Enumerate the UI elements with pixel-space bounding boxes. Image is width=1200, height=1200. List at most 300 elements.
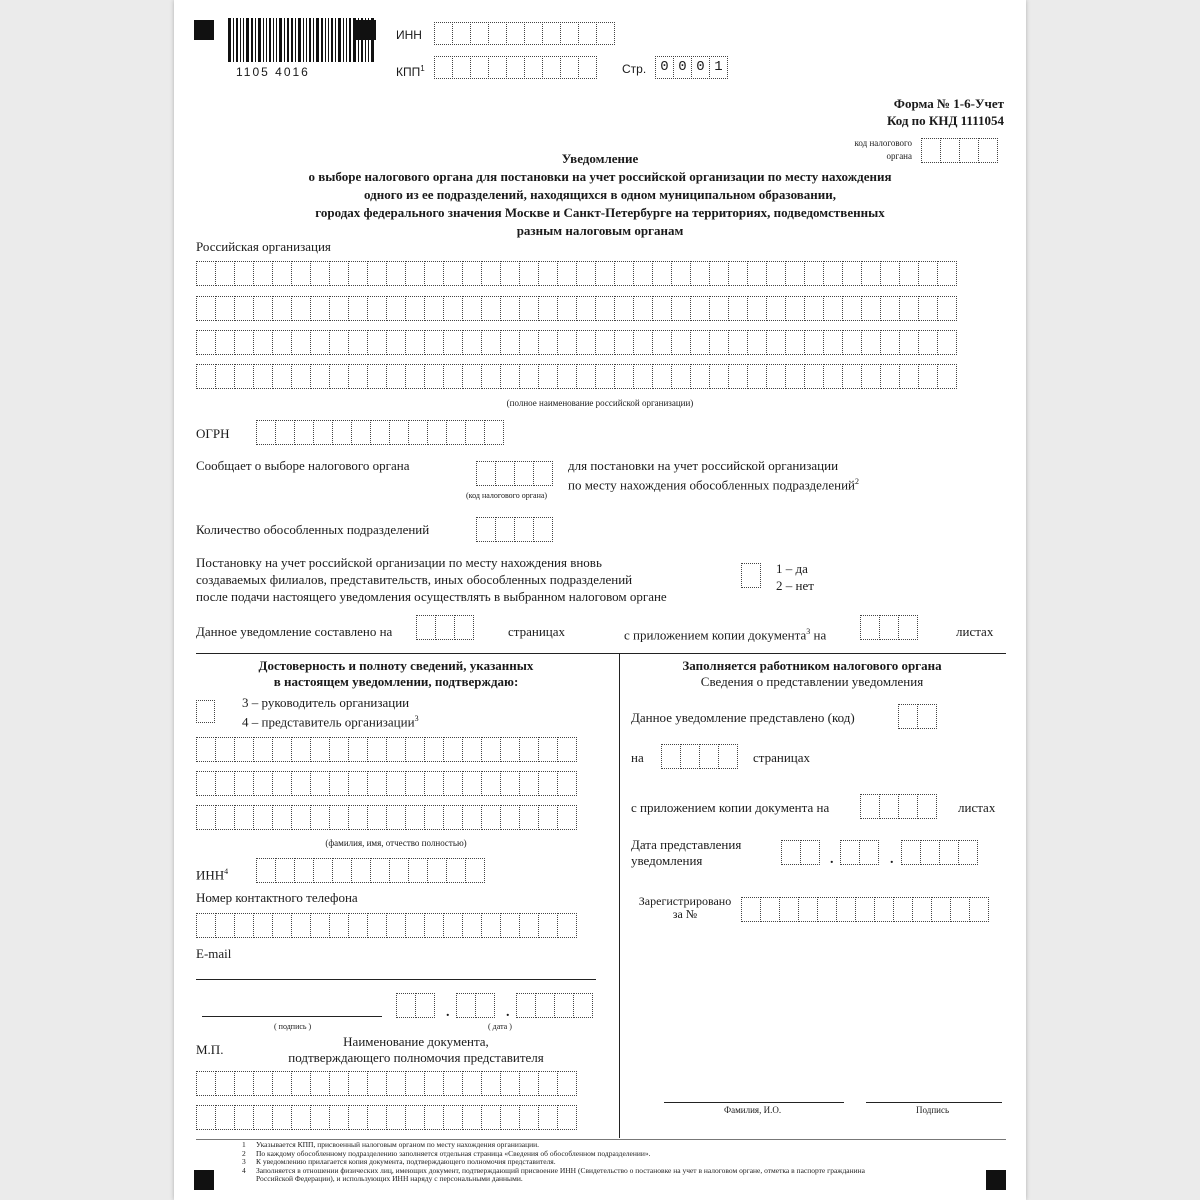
char-cell[interactable] xyxy=(367,913,387,938)
char-cell[interactable] xyxy=(446,420,466,445)
char-cell[interactable] xyxy=(804,261,824,286)
char-cell[interactable] xyxy=(351,858,371,883)
char-cell[interactable] xyxy=(766,330,786,355)
char-cell[interactable] xyxy=(671,261,691,286)
char-cell[interactable] xyxy=(861,261,881,286)
char-cell[interactable] xyxy=(462,771,482,796)
char-cell[interactable] xyxy=(557,364,577,389)
char-cell[interactable] xyxy=(538,771,558,796)
char-cell[interactable] xyxy=(443,261,463,286)
char-cell[interactable] xyxy=(272,805,292,830)
char-cell[interactable] xyxy=(253,296,273,321)
char-cell[interactable] xyxy=(462,330,482,355)
char-cell[interactable] xyxy=(519,913,539,938)
char-cell[interactable] xyxy=(424,913,444,938)
char-cell[interactable] xyxy=(652,330,672,355)
char-cell[interactable] xyxy=(367,364,387,389)
char-cell[interactable] xyxy=(840,840,860,865)
char-cell[interactable] xyxy=(470,56,489,79)
char-cell[interactable] xyxy=(415,993,435,1018)
char-cell[interactable] xyxy=(465,420,485,445)
char-cell[interactable] xyxy=(424,737,444,762)
char-cell[interactable] xyxy=(272,1071,292,1096)
char-cell[interactable] xyxy=(899,296,919,321)
char-cell[interactable] xyxy=(348,805,368,830)
char-cell[interactable] xyxy=(918,330,938,355)
char-cell[interactable] xyxy=(456,993,476,1018)
char-cell[interactable] xyxy=(690,364,710,389)
char-cell[interactable] xyxy=(234,737,254,762)
char-cell[interactable] xyxy=(348,771,368,796)
char-cell[interactable] xyxy=(310,913,330,938)
char-cell[interactable] xyxy=(481,737,501,762)
sign-date-month[interactable] xyxy=(456,993,494,1018)
char-cell[interactable] xyxy=(500,1105,520,1130)
char-cell[interactable] xyxy=(329,771,349,796)
official-attach-cells[interactable] xyxy=(860,794,936,819)
char-cell[interactable] xyxy=(576,364,596,389)
char-cell[interactable] xyxy=(291,296,311,321)
char-cell[interactable] xyxy=(481,1071,501,1096)
org-name-row-1[interactable] xyxy=(196,261,956,286)
char-cell[interactable] xyxy=(500,1071,520,1096)
char-cell[interactable] xyxy=(798,897,818,922)
char-cell[interactable] xyxy=(578,56,597,79)
char-cell[interactable] xyxy=(760,897,780,922)
char-cell[interactable] xyxy=(488,56,507,79)
char-cell[interactable] xyxy=(880,364,900,389)
char-cell[interactable] xyxy=(234,913,254,938)
char-cell[interactable] xyxy=(481,805,501,830)
char-cell[interactable] xyxy=(272,330,292,355)
char-cell[interactable] xyxy=(313,420,333,445)
char-cell[interactable] xyxy=(329,296,349,321)
sign-date-day[interactable] xyxy=(396,993,434,1018)
char-cell[interactable] xyxy=(234,805,254,830)
char-cell[interactable] xyxy=(367,805,387,830)
char-cell[interactable] xyxy=(405,1105,425,1130)
char-cell[interactable] xyxy=(348,1105,368,1130)
char-cell[interactable] xyxy=(785,330,805,355)
char-cell[interactable] xyxy=(275,858,295,883)
char-cell[interactable] xyxy=(196,913,216,938)
char-cell[interactable] xyxy=(215,364,235,389)
char-cell[interactable] xyxy=(196,261,216,286)
char-cell[interactable] xyxy=(310,296,330,321)
submission-date-month[interactable] xyxy=(840,840,878,865)
char-cell[interactable] xyxy=(747,261,767,286)
char-cell[interactable] xyxy=(215,771,235,796)
char-cell[interactable] xyxy=(899,261,919,286)
signer-inn-cells[interactable] xyxy=(256,858,484,883)
char-cell[interactable] xyxy=(747,296,767,321)
char-cell[interactable] xyxy=(950,897,970,922)
char-cell[interactable] xyxy=(937,364,957,389)
char-cell[interactable] xyxy=(519,771,539,796)
char-cell[interactable] xyxy=(576,296,596,321)
char-cell[interactable] xyxy=(476,517,496,542)
char-cell[interactable] xyxy=(424,296,444,321)
char-cell[interactable] xyxy=(215,913,235,938)
char-cell[interactable] xyxy=(931,897,951,922)
char-cell[interactable] xyxy=(535,993,555,1018)
char-cell[interactable] xyxy=(405,330,425,355)
char-cell[interactable] xyxy=(918,296,938,321)
char-cell[interactable] xyxy=(901,840,921,865)
char-cell[interactable]: 0 xyxy=(691,56,710,79)
char-cell[interactable] xyxy=(842,296,862,321)
char-cell[interactable] xyxy=(416,615,436,640)
char-cell[interactable] xyxy=(253,261,273,286)
char-cell[interactable] xyxy=(939,840,959,865)
char-cell[interactable] xyxy=(386,737,406,762)
char-cell[interactable] xyxy=(386,771,406,796)
char-cell[interactable] xyxy=(917,704,937,729)
char-cell[interactable] xyxy=(310,364,330,389)
char-cell[interactable] xyxy=(817,897,837,922)
char-cell[interactable] xyxy=(272,737,292,762)
char-cell[interactable] xyxy=(500,771,520,796)
char-cell[interactable] xyxy=(481,1105,501,1130)
char-cell[interactable] xyxy=(804,296,824,321)
char-cell[interactable] xyxy=(573,993,593,1018)
char-cell[interactable] xyxy=(842,330,862,355)
char-cell[interactable] xyxy=(595,261,615,286)
char-cell[interactable] xyxy=(386,805,406,830)
page-number-cells[interactable] xyxy=(655,56,727,79)
char-cell[interactable] xyxy=(215,737,235,762)
char-cell[interactable] xyxy=(234,330,254,355)
char-cell[interactable] xyxy=(661,744,681,769)
char-cell[interactable] xyxy=(291,1071,311,1096)
char-cell[interactable] xyxy=(481,330,501,355)
char-cell[interactable] xyxy=(519,1071,539,1096)
char-cell[interactable] xyxy=(367,1105,387,1130)
char-cell[interactable] xyxy=(728,296,748,321)
char-cell[interactable] xyxy=(462,737,482,762)
char-cell[interactable] xyxy=(291,1105,311,1130)
char-cell[interactable] xyxy=(291,805,311,830)
char-cell[interactable] xyxy=(454,615,474,640)
char-cell[interactable] xyxy=(912,897,932,922)
char-cell[interactable] xyxy=(435,615,455,640)
char-cell[interactable] xyxy=(514,461,534,486)
char-cell[interactable] xyxy=(500,913,520,938)
char-cell[interactable] xyxy=(542,56,561,79)
char-cell[interactable] xyxy=(671,296,691,321)
char-cell[interactable] xyxy=(272,364,292,389)
signer-type-cell[interactable] xyxy=(196,700,214,723)
char-cell[interactable] xyxy=(718,744,738,769)
char-cell[interactable] xyxy=(462,296,482,321)
char-cell[interactable] xyxy=(741,563,761,588)
char-cell[interactable] xyxy=(329,330,349,355)
char-cell[interactable] xyxy=(690,261,710,286)
char-cell[interactable] xyxy=(446,858,466,883)
char-cell[interactable] xyxy=(405,296,425,321)
char-cell[interactable] xyxy=(367,771,387,796)
char-cell[interactable] xyxy=(823,261,843,286)
char-cell[interactable] xyxy=(329,737,349,762)
org-name-row-3[interactable] xyxy=(196,330,956,355)
char-cell[interactable] xyxy=(294,858,314,883)
char-cell[interactable] xyxy=(779,897,799,922)
char-cell[interactable] xyxy=(633,364,653,389)
char-cell[interactable] xyxy=(500,330,520,355)
char-cell[interactable] xyxy=(329,1105,349,1130)
char-cell[interactable] xyxy=(386,913,406,938)
char-cell[interactable] xyxy=(524,56,543,79)
char-cell[interactable] xyxy=(804,364,824,389)
char-cell[interactable] xyxy=(519,296,539,321)
char-cell[interactable] xyxy=(462,805,482,830)
char-cell[interactable] xyxy=(500,296,520,321)
char-cell[interactable] xyxy=(215,1105,235,1130)
char-cell[interactable] xyxy=(370,420,390,445)
char-cell[interactable] xyxy=(253,1105,273,1130)
char-cell[interactable] xyxy=(533,461,553,486)
char-cell[interactable] xyxy=(506,22,525,45)
char-cell[interactable] xyxy=(196,1105,216,1130)
char-cell[interactable] xyxy=(386,1105,406,1130)
char-cell[interactable] xyxy=(785,296,805,321)
char-cell[interactable] xyxy=(434,56,453,79)
char-cell[interactable] xyxy=(861,364,881,389)
char-cell[interactable] xyxy=(614,261,634,286)
char-cell[interactable] xyxy=(519,1105,539,1130)
char-cell[interactable]: 1 xyxy=(709,56,728,79)
char-cell[interactable] xyxy=(557,737,577,762)
char-cell[interactable] xyxy=(462,1071,482,1096)
char-cell[interactable] xyxy=(215,296,235,321)
char-cell[interactable] xyxy=(533,517,553,542)
char-cell[interactable]: 0 xyxy=(673,56,692,79)
ogrn-cells[interactable] xyxy=(256,420,503,445)
char-cell[interactable] xyxy=(918,261,938,286)
char-cell[interactable] xyxy=(367,737,387,762)
char-cell[interactable] xyxy=(367,261,387,286)
char-cell[interactable] xyxy=(481,364,501,389)
submission-date-year[interactable] xyxy=(901,840,977,865)
char-cell[interactable] xyxy=(500,737,520,762)
char-cell[interactable] xyxy=(294,420,314,445)
char-cell[interactable] xyxy=(842,261,862,286)
char-cell[interactable] xyxy=(443,737,463,762)
char-cell[interactable] xyxy=(424,771,444,796)
char-cell[interactable] xyxy=(196,737,216,762)
char-cell[interactable] xyxy=(215,261,235,286)
char-cell[interactable] xyxy=(389,420,409,445)
char-cell[interactable] xyxy=(860,615,880,640)
char-cell[interactable] xyxy=(709,364,729,389)
char-cell[interactable] xyxy=(595,330,615,355)
char-cell[interactable] xyxy=(234,296,254,321)
char-cell[interactable] xyxy=(443,913,463,938)
char-cell[interactable] xyxy=(781,840,801,865)
char-cell[interactable] xyxy=(495,461,515,486)
char-cell[interactable] xyxy=(408,858,428,883)
char-cell[interactable] xyxy=(557,771,577,796)
char-cell[interactable] xyxy=(879,615,899,640)
char-cell[interactable] xyxy=(310,1105,330,1130)
char-cell[interactable] xyxy=(462,913,482,938)
char-cell[interactable] xyxy=(329,364,349,389)
char-cell[interactable] xyxy=(484,420,504,445)
char-cell[interactable] xyxy=(405,737,425,762)
char-cell[interactable] xyxy=(519,805,539,830)
char-cell[interactable] xyxy=(443,1105,463,1130)
char-cell[interactable] xyxy=(614,330,634,355)
char-cell[interactable] xyxy=(614,364,634,389)
pages-count-cells[interactable] xyxy=(416,615,473,640)
char-cell[interactable] xyxy=(329,805,349,830)
char-cell[interactable] xyxy=(452,56,471,79)
char-cell[interactable] xyxy=(879,794,899,819)
char-cell[interactable] xyxy=(519,737,539,762)
fio-row-2[interactable] xyxy=(196,771,576,796)
char-cell[interactable] xyxy=(747,364,767,389)
char-cell[interactable] xyxy=(823,296,843,321)
char-cell[interactable] xyxy=(367,330,387,355)
char-cell[interactable] xyxy=(291,330,311,355)
char-cell[interactable] xyxy=(519,364,539,389)
char-cell[interactable] xyxy=(272,913,292,938)
char-cell[interactable] xyxy=(874,897,894,922)
char-cell[interactable] xyxy=(538,1071,558,1096)
char-cell[interactable] xyxy=(893,897,913,922)
char-cell[interactable] xyxy=(291,261,311,286)
char-cell[interactable] xyxy=(253,737,273,762)
char-cell[interactable] xyxy=(434,22,453,45)
fio-row-1[interactable] xyxy=(196,737,576,762)
char-cell[interactable] xyxy=(766,364,786,389)
char-cell[interactable] xyxy=(367,1071,387,1096)
char-cell[interactable] xyxy=(310,261,330,286)
char-cell[interactable] xyxy=(272,261,292,286)
char-cell[interactable] xyxy=(538,737,558,762)
char-cell[interactable] xyxy=(196,805,216,830)
char-cell[interactable] xyxy=(272,771,292,796)
char-cell[interactable] xyxy=(880,330,900,355)
char-cell[interactable] xyxy=(538,364,558,389)
char-cell[interactable] xyxy=(405,913,425,938)
char-cell[interactable] xyxy=(578,22,597,45)
char-cell[interactable] xyxy=(462,261,482,286)
char-cell[interactable] xyxy=(348,913,368,938)
char-cell[interactable] xyxy=(614,296,634,321)
official-pages-cells[interactable] xyxy=(661,744,737,769)
fio-row-3[interactable] xyxy=(196,805,576,830)
char-cell[interactable] xyxy=(396,993,416,1018)
char-cell[interactable] xyxy=(728,261,748,286)
char-cell[interactable] xyxy=(516,993,536,1018)
char-cell[interactable] xyxy=(747,330,767,355)
char-cell[interactable] xyxy=(969,897,989,922)
char-cell[interactable] xyxy=(500,261,520,286)
char-cell[interactable] xyxy=(560,56,579,79)
char-cell[interactable] xyxy=(253,805,273,830)
submission-date-day[interactable] xyxy=(781,840,819,865)
char-cell[interactable] xyxy=(524,22,543,45)
char-cell[interactable] xyxy=(538,913,558,938)
char-cell[interactable] xyxy=(898,704,918,729)
char-cell[interactable] xyxy=(690,296,710,321)
char-cell[interactable] xyxy=(462,364,482,389)
char-cell[interactable] xyxy=(424,330,444,355)
kpp-cells[interactable] xyxy=(434,56,596,79)
char-cell[interactable] xyxy=(275,420,295,445)
char-cell[interactable] xyxy=(538,805,558,830)
char-cell[interactable] xyxy=(880,261,900,286)
char-cell[interactable] xyxy=(859,840,879,865)
char-cell[interactable] xyxy=(538,1105,558,1130)
char-cell[interactable] xyxy=(370,858,390,883)
char-cell[interactable] xyxy=(500,805,520,830)
char-cell[interactable] xyxy=(424,1105,444,1130)
char-cell[interactable] xyxy=(196,330,216,355)
char-cell[interactable] xyxy=(351,420,371,445)
char-cell[interactable] xyxy=(557,1105,577,1130)
char-cell[interactable] xyxy=(633,261,653,286)
char-cell[interactable] xyxy=(481,771,501,796)
char-cell[interactable] xyxy=(800,840,820,865)
char-cell[interactable] xyxy=(291,364,311,389)
char-cell[interactable] xyxy=(196,296,216,321)
char-cell[interactable] xyxy=(313,858,333,883)
char-cell[interactable] xyxy=(861,296,881,321)
char-cell[interactable] xyxy=(367,296,387,321)
char-cell[interactable] xyxy=(557,1071,577,1096)
char-cell[interactable] xyxy=(348,296,368,321)
char-cell[interactable] xyxy=(557,805,577,830)
char-cell[interactable] xyxy=(470,22,489,45)
char-cell[interactable] xyxy=(348,737,368,762)
char-cell[interactable] xyxy=(785,364,805,389)
char-cell[interactable] xyxy=(256,420,276,445)
char-cell[interactable] xyxy=(519,330,539,355)
new-subdivisions-choice-cell[interactable] xyxy=(741,563,760,588)
char-cell[interactable] xyxy=(860,794,880,819)
char-cell[interactable] xyxy=(785,261,805,286)
char-cell[interactable] xyxy=(405,261,425,286)
char-cell[interactable] xyxy=(542,22,561,45)
char-cell[interactable] xyxy=(690,330,710,355)
char-cell[interactable] xyxy=(804,330,824,355)
char-cell[interactable] xyxy=(918,364,938,389)
char-cell[interactable] xyxy=(348,364,368,389)
char-cell[interactable] xyxy=(506,56,525,79)
submitted-code-cells[interactable] xyxy=(898,704,936,729)
char-cell[interactable] xyxy=(405,771,425,796)
char-cell[interactable] xyxy=(766,296,786,321)
char-cell[interactable] xyxy=(348,1071,368,1096)
char-cell[interactable] xyxy=(253,1071,273,1096)
char-cell[interactable] xyxy=(920,840,940,865)
char-cell[interactable] xyxy=(332,420,352,445)
char-cell[interactable] xyxy=(310,737,330,762)
char-cell[interactable] xyxy=(958,840,978,865)
org-name-row-4[interactable] xyxy=(196,364,956,389)
char-cell[interactable] xyxy=(310,771,330,796)
char-cell[interactable] xyxy=(196,1071,216,1096)
char-cell[interactable] xyxy=(519,261,539,286)
char-cell[interactable] xyxy=(332,858,352,883)
char-cell[interactable] xyxy=(855,897,875,922)
char-cell[interactable] xyxy=(443,330,463,355)
char-cell[interactable] xyxy=(329,1071,349,1096)
char-cell[interactable] xyxy=(443,296,463,321)
char-cell[interactable] xyxy=(424,805,444,830)
